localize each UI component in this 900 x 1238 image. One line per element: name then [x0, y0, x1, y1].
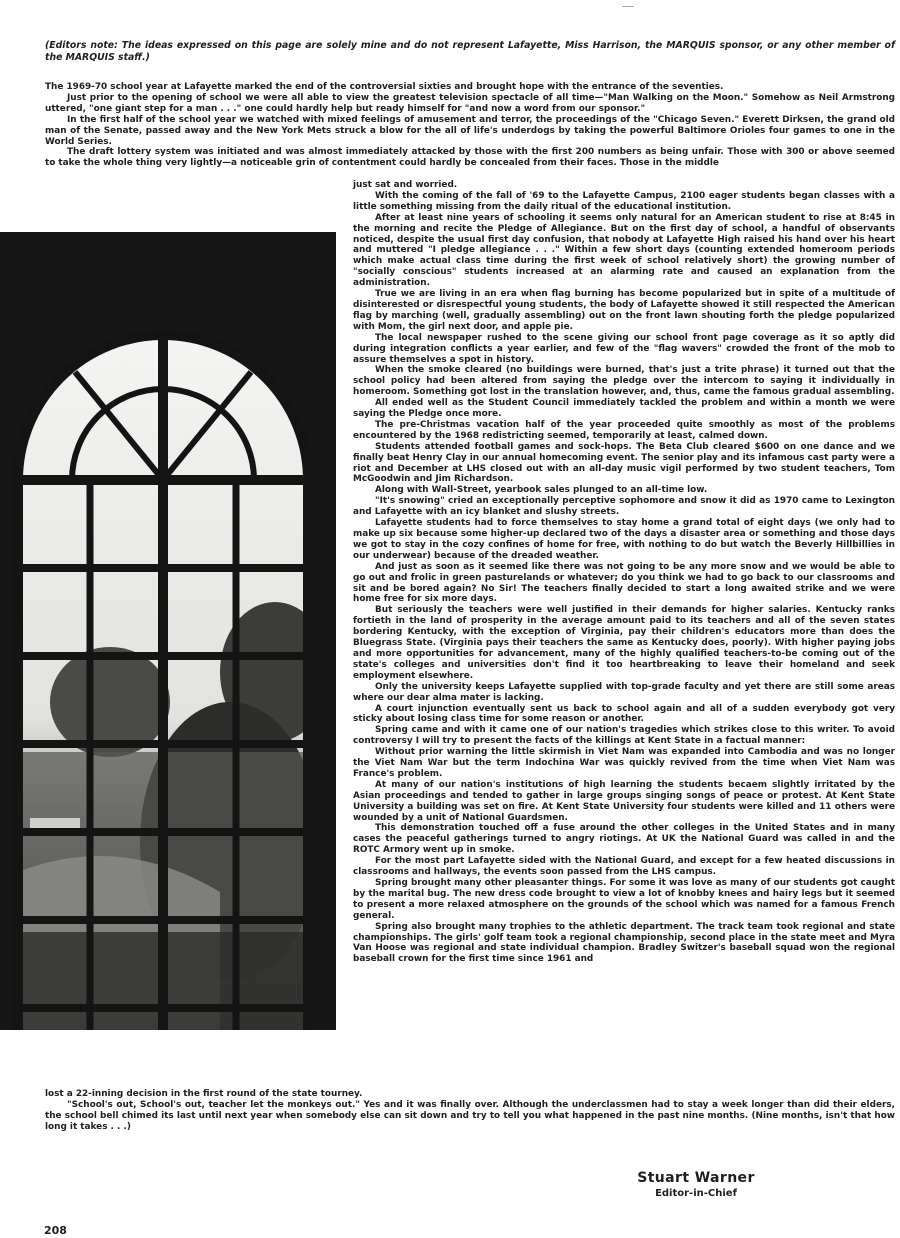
paragraph: The 1969-70 school year at Lafayette marked the end of the controversial sixties and brought hope with the entrance of the seventies. [45, 82, 724, 92]
paragraph: But seriously the teachers were well justified in their demands for higher salaries. Kentucky ranks fortieth in the land of prosperity in the average amount paid to its teachers and all of the seven states bordering Kentucky, with the exception of Virginia, pay their children's educators more than does the Bluegrass State. (Virginia pays their teachers the same as Kentucky does, poorly). With higher paying jobs and more opportunities for advancement, many of the highly qualified teachers-to-be coming out of the state's colleges and universities don't find it too heartbreaking to leave their homeland and seek employment elsewhere. [353, 605, 895, 681]
paragraph: And just as soon as it seemed like there was not going to be any more snow and we would be able to go out and frolic in green pasturelands or whatever; do you think we had to go back to our classrooms and sit and be bored again? No Sir! The teachers finally decided to start a long awaited strike and we were home free for six more days. [353, 561, 895, 605]
paragraph: After at least nine years of schooling it seems only natural for an American student to rise at 8:45 in the morning and recite the Pledge of Allegiance. But on the first day of school, a handful of observants noticed, despite the usual first day confusion, that nobody at Lafayette High raised his hand over his heart and muttered "I pledge allegiance . . ." Within a few short days (counting extended homeroom periods which make actual class time during the first week of school relatively short) the growing number of "socially conscious" students increased at an alarming rate and caused an explanation from the administration. [353, 212, 895, 289]
paragraph: All ended well as the Student Council immediately tackled the problem and within a month we were saying the Pledge once more. [353, 398, 895, 420]
paragraph: Lafayette students had to force themselves to stay home a grand total of eight days (we only had to make up six because some higher-up declared two of the days a disaster area or something and those days we got to stay in the cozy confines of home for free, with nothing to do but watch the Beverly Hillbillies in our underwear) because of the dreaded weather. [353, 518, 895, 561]
paragraph: Spring came and with it came one of our nation's tragedies which strikes close to this writer. To avoid controversy I will try to present the facts of the killings at Kent State in a factual manner: [353, 725, 895, 747]
main-text-column [353, 180, 895, 965]
paragraph: In the first half of the school year we watched with mixed feelings of amusement and terror, the proceedings of the "Chicago Seven." Everett Dirksen, the grand old man of the Senate, passed away and the New York Mets struck a blow for the all of life's underdogs by taking the powerful Baltimore Orioles four games to one in the World Series. [45, 114, 895, 147]
author-title: Editor-in-Chief [655, 1188, 737, 1199]
paragraph: This demonstration touched off a fuse around the other colleges in the United States and in many cases the peaceful gatherings turned to angry riotings. At UK the National Guard was called in and the ROTC Armory went up in smoke. [353, 823, 895, 856]
paragraph: The pre-Christmas vacation half of the year proceeded quite smoothly as most of the problems encountered by the 1968 redistricting seemed, temporarily at least, calmed down. [353, 419, 895, 441]
paragraph: Along with Wall-Street, yearbook sales plunged to an all-time low. [375, 485, 708, 496]
paragraph: "It's snowing" cried an exceptionally perceptive sophomore and snow it did as 1970 came to Lexington and Lafayette with an icy blanket and slushy streets. [353, 496, 895, 518]
paragraph: With the coming of the fall of '69 to the Lafayette Campus, 2100 eager students began classes with a little something missing from the daily ritual of the educational institution. [353, 190, 895, 212]
paragraph: "School's out, School's out, teacher let the monkeys out." Yes and it was finally over. Although the underclassmen had to stay a week longer than did their elders, the school bell chimed its last until next year when somebody else can sit down and try to tell you what happened in the past nine months. (Nine months, isn't that how long it takes . . .) [45, 1099, 895, 1132]
window-illustration [0, 232, 336, 1030]
paragraph: lost a 22-inning decision in the first round of the state tourney. [45, 1089, 363, 1099]
paragraph: The draft lottery system was initiated and was almost immediately attacked by those with the first 200 numbers as being unfair. Those with 300 or above seemed to take the whole thing very lightly—a noticeable grin of contentment could hardly be concealed from their faces. Those in the middle [45, 147, 895, 169]
scan-mark [622, 6, 634, 7]
paragraph: Just prior to the opening of school we were all able to view the greatest television spectacle of all time—"Man Walking on the Moon." Somehow as Neil Armstrong uttered, "one giant step for a man . . ." one could hardly help but ready himself for "and now a word from our sponsor." [45, 92, 895, 114]
editors-note: (Editors note: The ideas expressed on this page are solely mine and do not represent Lafayette, Miss Harrison, the MARQUIS sponsor, or any other member of the MARQUIS staff.) [45, 40, 895, 64]
paragraph: Without prior warning the little skirmish in Viet Nam was expanded into Cambodia and was no longer the Viet Nam War but the term Indochina War was quickly revived from the time when Viet Nam was France's problem. [353, 747, 895, 779]
author-name: Stuart Warner [637, 1170, 755, 1186]
author-signature [626, 1170, 766, 1199]
page-number: 208 [44, 1224, 67, 1237]
paragraph: For the most part Lafayette sided with the National Guard, and except for a few heated discussions in classrooms and hallways, the events soon passed from the LHS campus. [353, 856, 895, 878]
arched-window-photo [0, 232, 336, 1030]
paragraph: The local newspaper rushed to the scene giving our school front page coverage as it so aptly did during integration conflicts a year earlier, and few of the "flag wavers" crowded the front of the mob to assure themselves a spot in history. [353, 332, 895, 365]
paragraph: At many of our nation's institutions of high learning the students becaem slightly irritated by the Asian proceedings and tended to gather in large groups singing songs of peace or protest. At Kent State University a building was set on fire. At Kent State University four students were killed and 11 others were wounded by a unit of National Guardsmen. [353, 779, 895, 823]
paragraph: Spring brought many other pleasanter things. For some it was love as many of our students got caught by the marital bug. The new dress code brought to view a lot of knobby knees and hairy legs but it seemed to present a more relaxed atmosphere on the grounds of the school which was named for a famous French general. [353, 878, 895, 921]
paragraph: True we are living in an era when flag burning has become popularized but in spite of a multitude of disinterested or disrespectful young students, the body of Lafayette showed it still respected the American flag by marching (well, gradually assembling) out on the front lawn shouting forth the pledge popularized with Mom, the girl next door, and apple pie. [353, 289, 895, 332]
paragraph: Spring also brought many trophies to the athletic department. The track team took regional and state championships. The girls' golf team took a regional championship, second place in the state meet and Myra Van Hoose was regional and state individual champion. Bradley Switzer's baseball squad won the regional baseball crown for the first time since 1961 and [353, 921, 895, 965]
closing-text-block [45, 1089, 895, 1133]
paragraph: When the smoke cleared (no buildings were burned, that's just a trite phrase) it turned out that the school policy had been altered from saying the pledge over the intercom to saying it individually in homeroom. Something got lost in the translation however, and, thus, came the famous gradual assembling. [353, 365, 895, 398]
intro-text-block [45, 82, 895, 169]
paragraph: Only the university keeps Lafayette supplied with top-grade faculty and yet there are still some areas where our dear alma mater is lacking. [353, 681, 895, 703]
paragraph: just sat and worried. [353, 180, 458, 190]
paragraph: Students attended football games and sock-hops. The Beta Club cleared $600 on one dance and we finally beat Henry Clay in our annual homecoming event. The senior play and its infamous cast party were a riot and December at LHS closed out with an all-day music vigil performed by two student teachers, Tom McGoodwin and Jim Richardson. [353, 441, 895, 485]
paragraph: A court injunction eventually sent us back to school again and all of a sudden everybody got very sticky about losing class time for some reason or another. [353, 703, 895, 725]
